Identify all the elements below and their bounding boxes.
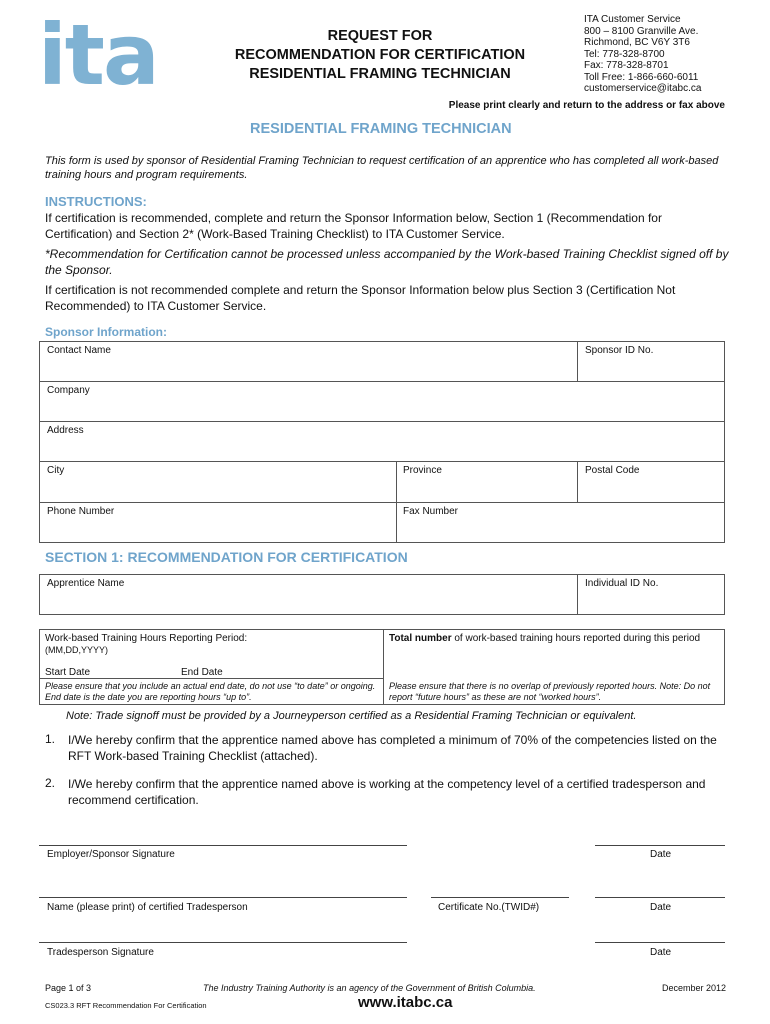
date-label: Date (650, 947, 672, 958)
apprentice-table (39, 574, 725, 615)
contact-email[interactable]: customerservice@itabc.ca (584, 83, 702, 94)
section1-heading: SECTION 1: RECOMMENDATION FOR CERTIFICATION (45, 549, 408, 565)
instruction-p3: If certification is not recommended complete and return the Sponsor Information below plus Section 3 (Certification Not Recommended) to ITA Customer Service. (45, 283, 676, 313)
contact-line: Toll Free: 1-866-660-6011 (584, 71, 699, 83)
trade-note: Note: Trade signoff must be provided by a Journeyperson certified as a Residential Framing Technician or equivalent. (66, 710, 637, 722)
sponsor-heading: Sponsor Information: (45, 325, 167, 339)
date-line[interactable] (595, 897, 725, 898)
tradesperson-signature-line[interactable] (39, 942, 407, 943)
instruction-p1: If certification is recommended, complete and return the Sponsor Information below, Section 1 (Recommendation for Certification) and Section 2* (Work-Based Training Checklist) to ITA Customer Service. (45, 211, 662, 241)
print-note: Please print clearly and return to the address or fax above (448, 100, 725, 111)
agency-note: The Industry Training Authority is an agency of the Government of British Columbia. (203, 983, 536, 993)
contact-line: 800 – 8100 Granville Ave. (584, 25, 699, 37)
date-line[interactable] (595, 845, 725, 846)
form-subtitle: RESIDENTIAL FRAMING TECHNICIAN (250, 121, 512, 137)
footer-date: December 2012 (662, 983, 727, 993)
address-field[interactable]: Address (47, 425, 84, 436)
note-right: Please ensure that there is no overlap of previously reported hours. Note: Do not report “future hours” as these are not “worked hours”. (389, 681, 711, 702)
instruction-p2: *Recommendation for Certification cannot be processed unless accompanied by the Work-based Training Checklist signed off by the Sponsor. (45, 247, 729, 277)
title-line-3: RESIDENTIAL FRAMING TECHNICIAN (249, 66, 511, 82)
end-date-field[interactable]: End Date (181, 667, 223, 678)
employer-signature-label: Employer/Sponsor Signature (47, 849, 175, 860)
form-code: CS023.3 RFT Recommendation For Certification (45, 1001, 207, 1010)
title-line-2: RECOMMENDATION FOR CERTIFICATION (234, 47, 526, 63)
tradesperson-signature-label: Tradesperson Signature (47, 947, 154, 958)
phone-field[interactable]: Phone Number (47, 506, 115, 517)
employer-signature-line[interactable] (39, 845, 407, 846)
contact-block (584, 14, 701, 95)
sponsor-id-field[interactable]: Sponsor ID No. (585, 345, 654, 356)
sponsor-table (39, 341, 725, 543)
apprentice-name-field[interactable]: Apprentice Name (47, 578, 125, 589)
province-field[interactable]: Province (403, 465, 442, 476)
form-title (210, 27, 550, 84)
contact-line: Tel: 778-328-8700 (584, 48, 665, 60)
individual-id-field[interactable]: Individual ID No. (585, 578, 659, 589)
title-line-1: REQUEST FOR (327, 28, 433, 44)
item-2-text: I/We hereby confirm that the apprentice named above is working at the competency level of a certified tradesperson and recommend certification. (68, 777, 706, 807)
note-left: Please ensure that you include an actual end date, do not use “to date” or ongoing. End date is the date you are reporting hours “up to”. (45, 681, 376, 702)
postal-code-field[interactable]: Postal Code (585, 465, 640, 476)
total-rest: of work-based training hours reported during this period (451, 633, 701, 644)
item-2-number: 2. (45, 776, 56, 790)
date-label: Date (650, 849, 672, 860)
intro-text: This form is used by sponsor of Residential Framing Technician to request certification of an apprentice who has completed all work-based training hours and program requirements. (45, 155, 719, 181)
total-bold: Total number (389, 633, 452, 644)
certificate-line[interactable] (431, 897, 569, 898)
city-field[interactable]: City (47, 465, 65, 476)
item-1-number: 1. (45, 732, 56, 746)
contact-line: Fax: 778-328-8701 (584, 60, 669, 71)
page-number: Page 1 of 3 (45, 983, 92, 993)
contact-line: Richmond, BC V6Y 3T6 (584, 37, 690, 48)
date-line[interactable] (595, 942, 725, 943)
period-label: Work-based Training Hours Reporting Period: (45, 633, 248, 644)
company-field[interactable]: Company (47, 385, 90, 396)
ita-logo: ita (38, 6, 158, 104)
fax-field[interactable]: Fax Number (403, 506, 459, 517)
total-hours-field[interactable] (389, 633, 714, 645)
date-label: Date (650, 902, 672, 913)
contact-name-field[interactable]: Contact Name (47, 345, 111, 356)
item-1-text: I/We hereby confirm that the apprentice named above has completed a minimum of 70% of the competencies listed on the RFT Work-based Training Checklist (attached). (68, 733, 717, 763)
contact-line: ITA Customer Service (584, 14, 681, 25)
certificate-label: Certificate No.(TWID#) (438, 902, 540, 913)
period-format: (MM,DD,YYYY) (45, 645, 108, 655)
website-link[interactable]: www.itabc.ca (358, 994, 453, 1011)
name-print-label: Name (please print) of certified Tradesperson (47, 902, 248, 913)
start-date-field[interactable]: Start Date (45, 667, 91, 678)
name-print-line[interactable] (39, 897, 407, 898)
hours-table (39, 629, 725, 705)
instructions-heading: INSTRUCTIONS: (45, 194, 147, 209)
